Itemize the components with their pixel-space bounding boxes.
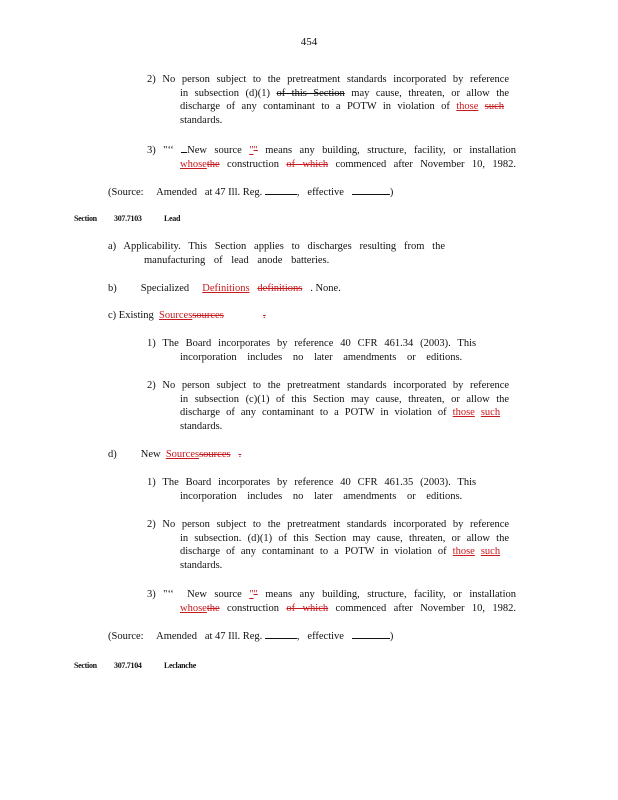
- text-line: standards.: [180, 560, 223, 572]
- text-line: standards.: [180, 115, 223, 127]
- deleted-text: sources: [192, 310, 224, 321]
- text-line: discharge of any contaminant to a POTW in violation of those such: [180, 546, 501, 558]
- source-note: [108, 185, 408, 200]
- page-number: 454: [300, 36, 318, 48]
- text-line: 2) No person subject to the pretreatment standards incorporated by reference: [147, 380, 510, 391]
- text-line: a) Applicability. This Section applies to discharges resulting from the: [108, 241, 445, 252]
- inserted-text: Sources: [159, 310, 193, 321]
- blank-line: [265, 185, 297, 195]
- deleted-text: the: [206, 602, 220, 614]
- deleted-text: such: [484, 101, 505, 113]
- inserted-period: .: [238, 449, 242, 460]
- section-number: 307.7103: [114, 214, 142, 223]
- inserted-text: such: [480, 546, 501, 558]
- subsection-b: [108, 282, 408, 296]
- section-label: Section: [74, 661, 97, 670]
- text-line: standards.: [180, 421, 223, 433]
- inserted-text: those: [452, 407, 475, 419]
- deleted-text: of which: [286, 158, 329, 170]
- deleted-text: of this Section: [276, 87, 345, 99]
- paragraph-2-prohibition: [147, 73, 509, 128]
- deleted-text: of which: [286, 602, 329, 614]
- text-line: 1) The Board incorporates by reference 40 CFR 461.34 (2003). This: [147, 338, 477, 349]
- text-line: 2) No person subject to the pretreatment standards incorporated by reference: [147, 519, 510, 530]
- inserted-text: Definitions: [202, 283, 250, 294]
- section-label: Section: [74, 214, 97, 223]
- text-line: whosethe construction of which commenced after November 10, 1982.: [180, 602, 517, 614]
- text-line: c) Existing Sourcessources .: [108, 310, 266, 321]
- subsection-a: [108, 240, 445, 267]
- inserted-text: whose: [180, 158, 207, 170]
- section-title: Lead: [164, 214, 181, 223]
- inserted-text: Sources: [165, 449, 200, 460]
- blank-line: [352, 629, 390, 639]
- text-line: discharge of any contaminant to a POTW in violation of those such: [180, 407, 501, 419]
- text-line: whosethe construction of which commenced after November 10, 1982.: [180, 158, 517, 170]
- inserted-text: such: [480, 407, 501, 419]
- text-line: (Source: Amended at 47 Ill. Reg. , effective ): [108, 187, 394, 198]
- subsection-d: [108, 448, 408, 462]
- text-line: in subsection. (d)(1) of this Section may cause, threaten, or allow the: [180, 532, 509, 544]
- text-line: in subsection (c)(1) of this Section may cause, threaten, or allow the: [180, 393, 510, 405]
- section-number: 307.7104: [114, 661, 142, 670]
- text-line: in subsection (d)(1) of this Section may cause, threaten, or allow the: [180, 87, 510, 99]
- blank-line: [352, 185, 390, 195]
- text-line: incorporation includes no later amendments or editions.: [180, 490, 463, 502]
- inserted-text: those: [452, 546, 475, 558]
- text-line: manufacturing of lead anode batteries.: [144, 254, 330, 266]
- inserted-period: .: [263, 310, 266, 321]
- paragraph-d3-new-source: [147, 588, 516, 615]
- paragraph-d2: [147, 518, 509, 573]
- text-line: (Source: Amended at 47 Ill. Reg. , effective ): [108, 631, 394, 642]
- deleted-text: definitions: [257, 283, 303, 294]
- paragraph-d1: [147, 476, 476, 503]
- section-title: Leclanche: [164, 661, 196, 670]
- inserted-text: those: [456, 101, 479, 113]
- inserted-text: whose: [180, 602, 207, 614]
- source-note: [108, 629, 408, 644]
- text-line: 3) "‘‘ New source "" means any building, structure, facility, or installation: [147, 145, 516, 156]
- paragraph-c1: [147, 337, 476, 364]
- subsection-c: [108, 309, 408, 323]
- paragraph-3-new-source: [147, 143, 516, 171]
- text-line: incorporation includes no later amendments or editions.: [180, 351, 463, 363]
- blank-line: [265, 629, 297, 639]
- deleted-text: sources: [199, 449, 231, 460]
- text-line: discharge of any contaminant to a POTW in violation of those such: [180, 101, 505, 113]
- text-line: d) New Sourcessources .: [108, 449, 242, 460]
- text-line: 3) "‘‘ New source "" means any building, structure, facility, or installation: [147, 589, 516, 600]
- deleted-text: the: [206, 158, 220, 170]
- paragraph-c2: [147, 379, 509, 434]
- text-line: 2) No person subject to the pretreatment standards incorporated by reference: [147, 74, 510, 85]
- text-line: 1) The Board incorporates by reference 40 CFR 461.35 (2003). This: [147, 477, 477, 488]
- text-line: b) Specialized Definitions definitions . None.: [108, 283, 341, 294]
